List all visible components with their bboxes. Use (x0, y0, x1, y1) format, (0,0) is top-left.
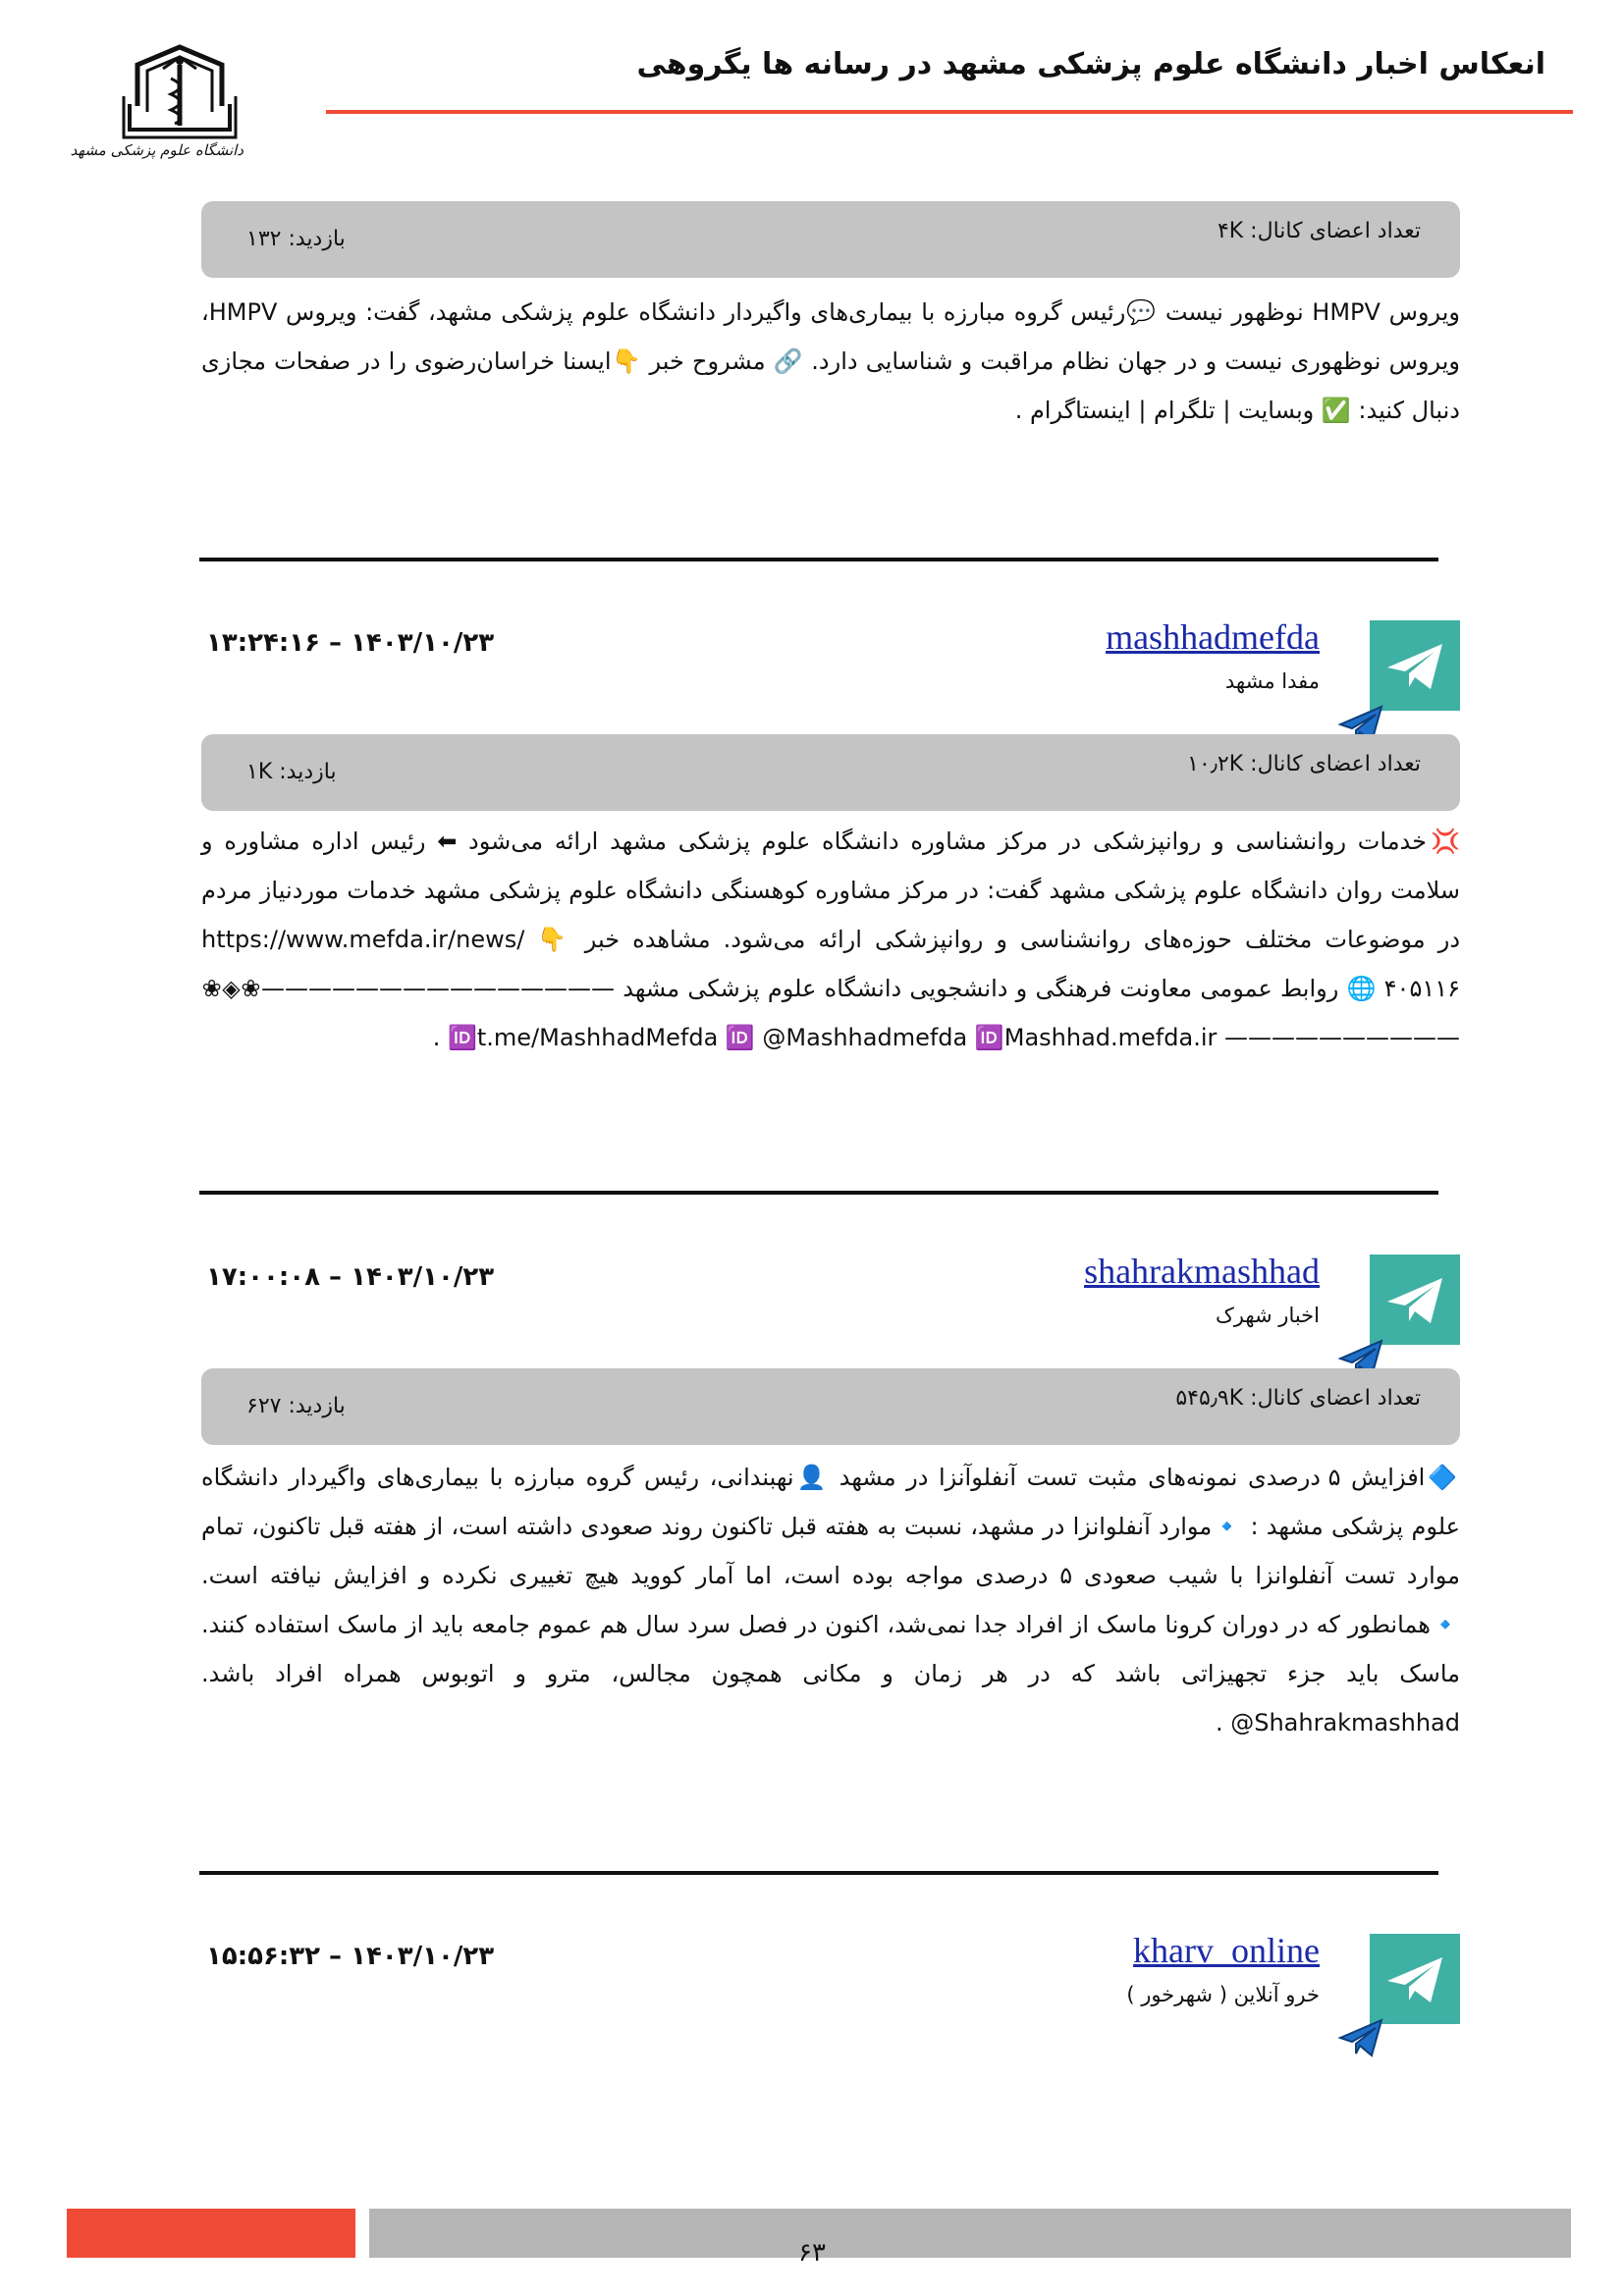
channel-title: مفدا مشهد (1224, 669, 1320, 693)
channel-title: اخبار شهرک (1215, 1304, 1320, 1327)
telegram-icon[interactable] (1370, 1934, 1460, 2024)
post-views: بازدید: ۶۲۷ (246, 1394, 346, 1418)
university-logo (70, 35, 244, 163)
header-title: انعکاس اخبار دانشگاه علوم پزشکی مشهد در رسانه ها یگروهی (636, 47, 1545, 81)
post-datetime: ۱۷:۰۰:۰۸ – ۱۴۰۳/۱۰/۲۳ (206, 1262, 495, 1292)
channel-link[interactable]: mashhadmefda (1106, 617, 1320, 657)
post-text: 🔷افزایش ۵ درصدی نمونه‌های مثبت تست آنفلوآنزا در مشهد 👤نهبندانی، رئیس گروه مبارزه با بیماری‌های واگیردار دانشگاه علوم پزشکی مشهد : 🔹موارد آنفلوانزا در مشهد، نسبت به هفته قبل تاکنون روند صعودی داشته است، از هفته قبل تاکنون، تمام موارد تست آنفلوانزا با شیب صعودی ۵ درصدی مواجه بوده است، اما آمار کووید هیچ تغییری نکرده و افزایش نیافته است. 🔹همانطور که در دوران کرونا ماسک از افراد جدا نمی‌شد، اکنون در فصل سرد سال هم عموم جامعه باید از ماسک استفاده کنند. ماسک باید جزء تجهیزاتی باشد که در هر زمان و مکانی همچون مجالس، مترو و اتوبوس همراه افراد باشد. Shahrakmashhad@ . (201, 1464, 1460, 1736)
header-divider (326, 110, 1573, 114)
telegram-icon[interactable] (1370, 620, 1460, 711)
channel-members: تعداد اعضای کانال: ۵۴۵٫۹K (1175, 1386, 1421, 1411)
telegram-icon[interactable] (1370, 1255, 1460, 1345)
post-stats-bar (201, 1368, 1460, 1445)
post-views: بازدید: ۱K (246, 760, 337, 784)
channel-link[interactable]: kharv_online (1133, 1931, 1320, 1970)
channel-members: تعداد اعضای کانال: ۴K (1217, 219, 1421, 243)
post-views: بازدید: ۱۳۲ (246, 227, 346, 251)
logo-caption: دانشگاه علوم پزشکی مشهد (70, 141, 244, 159)
page-number: ۶۳ (798, 2238, 826, 2268)
channel-title: خرو آنلاین ( شهرخور ) (1126, 1983, 1320, 2006)
post-stats-bar (201, 201, 1460, 278)
post-separator (199, 1191, 1438, 1195)
post-datetime: ۱۵:۵۶:۳۲ – ۱۴۰۳/۱۰/۲۳ (206, 1942, 495, 1971)
post-stats-bar (201, 734, 1460, 811)
channel-link[interactable]: shahrakmashhad (1084, 1252, 1320, 1291)
post-separator (199, 558, 1438, 561)
post-separator (199, 1871, 1438, 1875)
post-text: 💢خدمات روانشناسی و روانپزشکی در مرکز مشاوره دانشگاه علوم پزشکی مشهد ارائه می‌شود ⬅ رئیس اداره مشاوره و سلامت روان دانشگاه علوم پزشکی مشهد گفت: در مرکز مشاوره کوهسنگی دانشگاه علوم پزشکی مشهد خدمات موردنیاز مردم در موضوعات مختلف حوزه‌های روانشناسی و روانپزشکی ارائه می‌شود. مشاهده خبر 👇 https://www.mefda.ir/news/۴۰۵۱۱۶ 🌐 روابط عمومی معاونت فرهنگی و دانشجویی دانشگاه علوم پزشکی مشهد ———————————————❀◈❀—————————— 🆔t.me/MashhadMefda 🆔 @Mashhadmefda 🆔Mashhad.mefda.ir . (201, 828, 1460, 1051)
channel-members: تعداد اعضای کانال: ۱۰٫۲K (1187, 752, 1421, 776)
post-text: ویروس HMPV نوظهور نیست 💬رئیس گروه مبارزه با بیماری‌های واگیردار دانشگاه علوم پزشکی مشهد، گفت: ویروس HMPV، ویروس نوظهوری نیست و در جهان نظام مراقبت و شناسایی دارد. 🔗 مشروح خبر 👇ایسنا خراسان‌رضوی را در صفحات مجازی دنبال کنید: ✅ وبسایت | تلگرام | اینستاگرام . (201, 298, 1460, 424)
post-datetime: ۱۳:۲۴:۱۶ – ۱۴۰۳/۱۰/۲۳ (206, 628, 495, 658)
